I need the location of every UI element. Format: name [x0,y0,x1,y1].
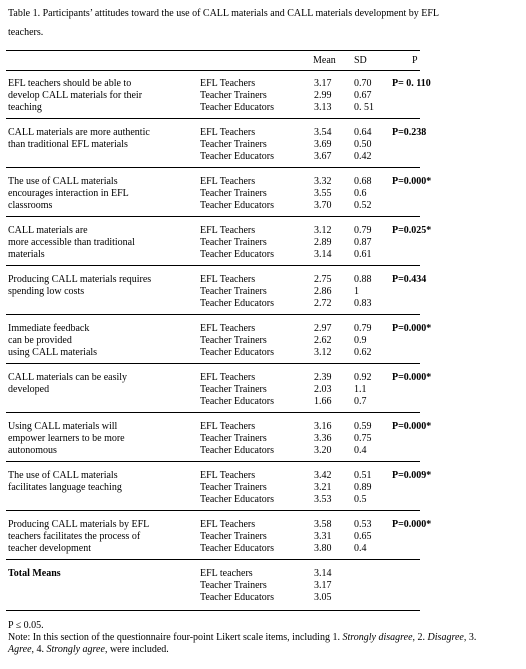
row-groups-line: Teacher Trainers [200,482,267,493]
row-means-line: 3.17 [314,78,332,89]
row-means-line: 3.13 [314,102,332,113]
row-statement [8,323,178,359]
row-means-line: 2.89 [314,237,332,248]
row-statement-line: materials [8,249,45,260]
row-means [314,274,332,310]
row-statement-line: Producing CALL materials by EFL [8,519,150,530]
row-groups-line: Teacher Educators [200,445,274,456]
row-groups-line: EFL Teachers [200,470,256,481]
row-sds-line: 0.92 [354,372,372,383]
caption-line-2: teachers. [8,27,44,38]
row-groups-line: EFL Teachers [200,323,256,334]
row-divider [6,167,420,168]
row-groups-line: EFL Teachers [200,421,256,432]
row-means [314,421,332,457]
row-groups-line: Teacher Educators [200,151,274,162]
row-groups-line: Teacher Educators [200,298,274,309]
row-statement-line: spending low costs [8,286,85,297]
row-statement-line: autonomous [8,445,57,456]
row-means [314,225,332,261]
row-statement-line: Using CALL materials will [8,421,118,432]
row-means-line: 3.80 [314,543,332,554]
row-divider [6,412,420,413]
row-statement-line: CALL materials are [8,225,88,236]
row-statement [8,421,178,457]
header-mean: Mean [313,55,336,66]
row-divider [6,265,420,266]
row-groups [200,470,274,506]
row-groups [200,225,274,261]
row-sds [354,421,372,457]
row-sds-line: 0.59 [354,421,372,432]
row-sds-line: 0.7 [354,396,367,407]
row-groups-line: Teacher Educators [200,494,274,505]
row-means-line: 2.97 [314,323,332,334]
row-divider [6,461,420,462]
total-label: Total Means [8,568,61,579]
row-means-line: 3.53 [314,494,332,505]
row-sds-line: 0.79 [354,323,372,334]
row-sds-line: 0.68 [354,176,372,187]
row-sds-line: 0.88 [354,274,372,285]
row-divider [6,314,420,315]
row-sds [354,519,372,555]
row-p-value: P= 0. 110 [392,78,431,89]
row-means-line: 3.70 [314,200,332,211]
row-divider [6,216,420,217]
row-sds [354,372,372,408]
row-groups-line: Teacher Educators [200,249,274,260]
row-statement [8,372,178,396]
row-groups-line: Teacher Trainers [200,433,267,444]
row-statement-line: The use of CALL materials [8,470,118,481]
row-sds-line: 0.67 [354,90,372,101]
row-sds-line: 0. 51 [354,102,374,113]
table-caption [8,4,520,42]
row-means-line: 2.72 [314,298,332,309]
row-statement-line: develop CALL materials for their [8,90,143,101]
row-sds [354,470,372,506]
row-p-value: P=0.000* [392,372,432,383]
row-means-line: 1.66 [314,396,332,407]
row-means-line: 3.67 [314,151,332,162]
row-means-line: 3.20 [314,445,332,456]
row-groups [200,519,274,555]
row-statement [8,78,178,114]
row-means-line: 2.03 [314,384,332,395]
row-means-line: 3.32 [314,176,332,187]
total-means [314,568,332,604]
row-sds [354,127,372,163]
row-sds-line: 1.1 [354,384,367,395]
row-statement-line: Immediate feedback [8,323,90,334]
row-sds-line: 0.42 [354,151,372,162]
row-groups [200,372,274,408]
row-statement-line: facilitates language teaching [8,482,122,493]
row-means [314,470,332,506]
row-p-value: P=0.000* [392,519,432,530]
row-groups [200,176,274,212]
row-p-value: P=0.238 [392,127,427,138]
row-sds-line: 0.79 [354,225,372,236]
row-means-line: 3.21 [314,482,332,493]
row-statement-line: can be provided [8,335,72,346]
row-groups-line: Teacher Educators [200,396,274,407]
total-means-line: 3.14 [314,568,332,579]
footnote [8,620,520,656]
row-sds-line: 0.83 [354,298,372,309]
row-sds-line: 0.4 [354,445,367,456]
row-statement [8,127,178,151]
row-sds-line: 0.51 [354,470,372,481]
total-groups-line: EFL teachers [200,568,253,579]
row-means [314,519,332,555]
row-sds-line: 0.89 [354,482,372,493]
likert-note: Note: In this section of the questionnaire four-point Likert scale items, including 1. Strongly disagree, 2. Disagree, 3. Agree, 4. Strongly agree, were included. [8,632,477,655]
row-groups-line: EFL Teachers [200,225,256,236]
row-statement-line: teaching [8,102,42,113]
row-divider [6,363,420,364]
row-groups [200,127,274,163]
row-means-line: 3.12 [314,225,332,236]
row-groups-line: EFL Teachers [200,372,256,383]
row-means [314,127,332,163]
header-rule [6,70,420,71]
row-groups-line: Teacher Trainers [200,531,267,542]
row-sds [354,225,372,261]
row-sds [354,78,374,114]
row-groups-line: EFL Teachers [200,78,256,89]
row-means-line: 3.36 [314,433,332,444]
row-groups [200,78,274,114]
row-statement-line: The use of CALL materials [8,176,118,187]
total-groups [200,568,274,604]
row-means-line: 3.69 [314,139,332,150]
row-groups [200,323,274,359]
row-statement [8,274,178,298]
header-p: P [412,55,418,66]
row-sds [354,323,372,359]
row-means-line: 3.54 [314,127,332,138]
row-p-value: P=0.009* [392,470,432,481]
row-divider [6,559,420,560]
row-groups-line: EFL Teachers [200,519,256,530]
row-statement-line: using CALL materials [8,347,98,358]
row-means-line: 3.58 [314,519,332,530]
row-statement-line: CALL materials can be easily [8,372,128,383]
row-means [314,78,332,114]
row-means [314,372,332,408]
row-statement-line: Producing CALL materials requires [8,274,152,285]
row-groups-line: EFL Teachers [200,176,256,187]
row-sds-line: 0.9 [354,335,367,346]
row-groups-line: Teacher Educators [200,347,274,358]
row-statement [8,470,178,494]
row-sds-line: 0.6 [354,188,367,199]
row-sds-line: 0.62 [354,347,372,358]
row-groups-line: Teacher Educators [200,200,274,211]
row-groups-line: Teacher Educators [200,102,274,113]
row-means-line: 2.75 [314,274,332,285]
row-sds-line: 0.65 [354,531,372,542]
caption-line-1: Table 1. Participants’ attitudes toward the use of CALL materials and CALL materials development by EFL [8,8,440,19]
row-sds-line: 0.75 [354,433,372,444]
row-means-line: 3.42 [314,470,332,481]
row-means-line: 3.31 [314,531,332,542]
row-sds [354,176,372,212]
row-groups-line: Teacher Trainers [200,335,267,346]
row-sds-line: 1 [354,286,359,297]
row-groups-line: Teacher Trainers [200,188,267,199]
row-sds-line: 0.52 [354,200,372,211]
row-statement [8,176,178,212]
row-statement-line: more accessible than traditional [8,237,135,248]
row-sds-line: 0.4 [354,543,367,554]
row-sds-line: 0.50 [354,139,372,150]
total-means-line: 3.17 [314,580,332,591]
row-statement-line: than traditional EFL materials [8,139,128,150]
row-groups-line: EFL Teachers [200,274,256,285]
row-groups-line: Teacher Trainers [200,90,267,101]
header-sd: SD [354,55,367,66]
row-statement-line: empower learners to be more [8,433,125,444]
row-groups-line: Teacher Trainers [200,286,267,297]
row-statement-line: teachers facilitates the process of [8,531,141,542]
row-statement-line: encourages interaction in EFL [8,188,129,199]
row-statement [8,519,178,555]
total-means-line: 3.05 [314,592,332,603]
row-means-line: 2.86 [314,286,332,297]
row-means-line: 2.62 [314,335,332,346]
row-groups-line: Teacher Trainers [200,139,267,150]
row-groups-line: EFL Teachers [200,127,256,138]
row-groups-line: Teacher Trainers [200,384,267,395]
row-statement-line: teacher development [8,543,92,554]
row-statement-line: CALL materials are more authentic [8,127,150,138]
row-p-value: P=0.000* [392,421,432,432]
row-sds-line: 0.64 [354,127,372,138]
row-means [314,176,332,212]
row-sds [354,274,372,310]
bottom-rule [6,610,420,611]
significance-note: P ≤ 0.05. [8,620,44,631]
row-groups [200,274,274,310]
row-means-line: 2.39 [314,372,332,383]
top-rule [6,50,420,51]
row-statement-line: EFL teachers should be able to [8,78,132,89]
row-means-line: 2.99 [314,90,332,101]
row-sds-line: 0.61 [354,249,372,260]
row-sds-line: 0.53 [354,519,372,530]
row-sds-line: 0.70 [354,78,372,89]
row-sds-line: 0.87 [354,237,372,248]
row-means-line: 3.12 [314,347,332,358]
row-statement-line: developed [8,384,50,395]
row-p-value: P=0.000* [392,323,432,334]
row-groups-line: Teacher Trainers [200,237,267,248]
row-means-line: 3.16 [314,421,332,432]
row-divider [6,118,420,119]
total-groups-line: Teacher Educators [200,592,274,603]
row-p-value: P=0.000* [392,176,432,187]
row-means-line: 3.14 [314,249,332,260]
row-statement-line: classrooms [8,200,53,211]
row-means [314,323,332,359]
row-sds-line: 0.5 [354,494,367,505]
row-p-value: P=0.434 [392,274,427,285]
total-groups-line: Teacher Trainers [200,580,267,591]
row-p-value: P=0.025* [392,225,432,236]
row-statement [8,225,178,261]
row-divider [6,510,420,511]
row-groups-line: Teacher Educators [200,543,274,554]
row-groups [200,421,274,457]
row-means-line: 3.55 [314,188,332,199]
